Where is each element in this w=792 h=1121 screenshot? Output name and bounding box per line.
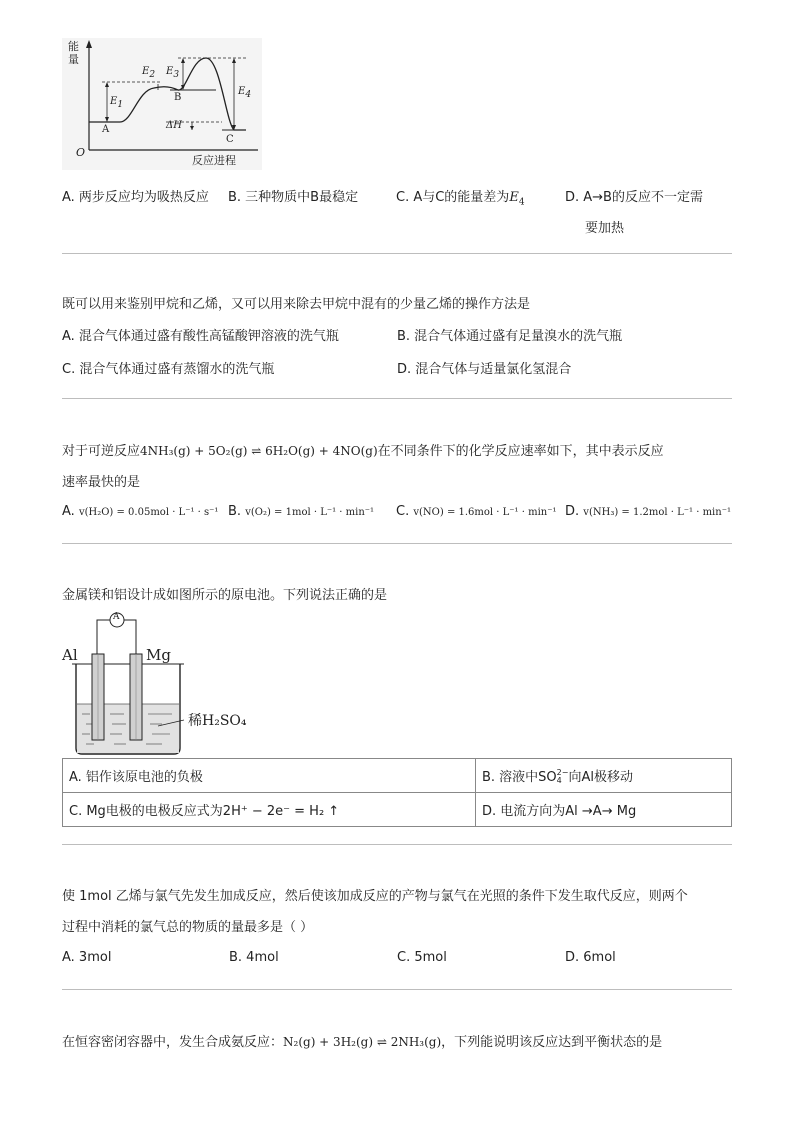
mg-electrode-label: Mg [146, 646, 171, 664]
q5-option-b[interactable]: B. 4mol [229, 950, 279, 965]
al-electrode-label: Al [62, 646, 78, 664]
q3-stem-line2: 速率最快的是 [62, 475, 141, 490]
q4-options-table [62, 758, 732, 827]
q4-option-c[interactable]: C. Mg电极的电极反应式为2H⁺ − 2e⁻ = H₂ ↑ [63, 793, 476, 827]
q4-option-d[interactable]: D. 电流方向为Al →A→ Mg [476, 793, 732, 827]
q1-option-c[interactable]: C. A与C的能量差为$E_4$ [396, 190, 525, 208]
galvanic-cell-svg [62, 608, 272, 758]
q3-option-a[interactable]: A. v(H₂O) = 0.05mol · L⁻¹ · s⁻¹ [62, 504, 219, 519]
divider [62, 253, 732, 254]
solution-label: 稀H₂SO₄ [188, 713, 247, 729]
energy-diagram-svg [62, 38, 262, 170]
e2-label: $E_2$ [142, 66, 156, 80]
e1-label: $E_1$ [110, 96, 124, 110]
divider [62, 844, 732, 845]
q2-option-d[interactable]: D. 混合气体与适量氯化氢混合 [397, 362, 572, 377]
q5-option-a[interactable]: A. 3mol [62, 950, 112, 965]
point-a-label: A [102, 124, 110, 135]
q3-option-c[interactable]: C. v(NO) = 1.6mol · L⁻¹ · min⁻¹ [396, 504, 557, 519]
q5-stem-line2: 过程中消耗的氯气总的物质的量最多是（ ） [62, 920, 314, 935]
q1-option-d[interactable]: D. A→B的反应不一定需 [565, 190, 703, 205]
q5-option-c[interactable]: C. 5mol [397, 950, 447, 965]
y-axis-label: 能量 [68, 40, 79, 66]
q3-option-b[interactable]: B. v(O₂) = 1mol · L⁻¹ · min⁻¹ [228, 504, 375, 519]
divider [62, 989, 732, 990]
q1-option-b[interactable]: B. 三种物质中B最稳定 [228, 190, 359, 205]
ammeter-label: A [113, 612, 120, 622]
q5-option-d[interactable]: D. 6mol [565, 950, 616, 965]
q2-stem: 既可以用来鉴别甲烷和乙烯，又可以用来除去甲烷中混有的少量乙烯的操作方法是 [62, 297, 531, 312]
energy-diagram [62, 38, 262, 170]
divider [62, 543, 732, 544]
point-c-label: C [226, 134, 234, 145]
origin-label: O [76, 146, 86, 159]
point-b-label: B [174, 92, 182, 103]
q5-stem: 使 1mol 乙烯与氯气先发生加成反应，然后使该加成反应的产物与氯气在光照的条件下发生取代反应，则两个 [62, 889, 688, 904]
q1-option-d-cont: 要加热 [585, 221, 625, 236]
q6-equation: N₂(g) + 3H₂(g) ⇌ 2NH₃(g) [283, 1035, 442, 1049]
e3-label: $E_3$ [166, 66, 180, 80]
x-axis-label: 反应进程 [192, 154, 236, 167]
q6-stem: 在恒容密闭容器中，发生合成氨反应：N₂(g) + 3H₂(g) ⇌ 2NH₃(g)，下列能说明该反应达到平衡状态的是 [62, 1035, 663, 1050]
divider [62, 398, 732, 399]
galvanic-cell-diagram [62, 608, 272, 758]
delta-h-label: ΔH [166, 120, 182, 131]
q4-option-a[interactable]: A. 铝作该原电池的负极 [63, 759, 476, 793]
q3-option-d[interactable]: D. v(NH₃) = 1.2mol · L⁻¹ · min⁻¹ [565, 504, 731, 519]
q3-stem: 对于可逆反应4NH₃(g) + 5O₂(g) ⇌ 6H₂O(g) + 4NO(g)在不同条件下的化学反应速率如下，其中表示反应 [62, 444, 664, 459]
q4-option-b[interactable]: B. 溶液中SO 2− 4 向Al极移动 [476, 759, 732, 793]
q2-option-b[interactable]: B. 混合气体通过盛有足量溴水的洗气瓶 [397, 329, 623, 344]
q2-option-a[interactable]: A. 混合气体通过盛有酸性高锰酸钾溶液的洗气瓶 [62, 329, 339, 344]
q4-stem: 金属镁和铝设计成如图所示的原电池。下列说法正确的是 [62, 588, 388, 603]
q1-option-a[interactable]: A. 两步反应均为吸热反应 [62, 190, 209, 205]
q2-option-c[interactable]: C. 混合气体通过盛有蒸馏水的洗气瓶 [62, 362, 275, 377]
q3-equation: 4NH₃(g) + 5O₂(g) ⇌ 6H₂O(g) + 4NO(g) [140, 444, 378, 458]
e4-label: $E_4$ [238, 86, 252, 100]
